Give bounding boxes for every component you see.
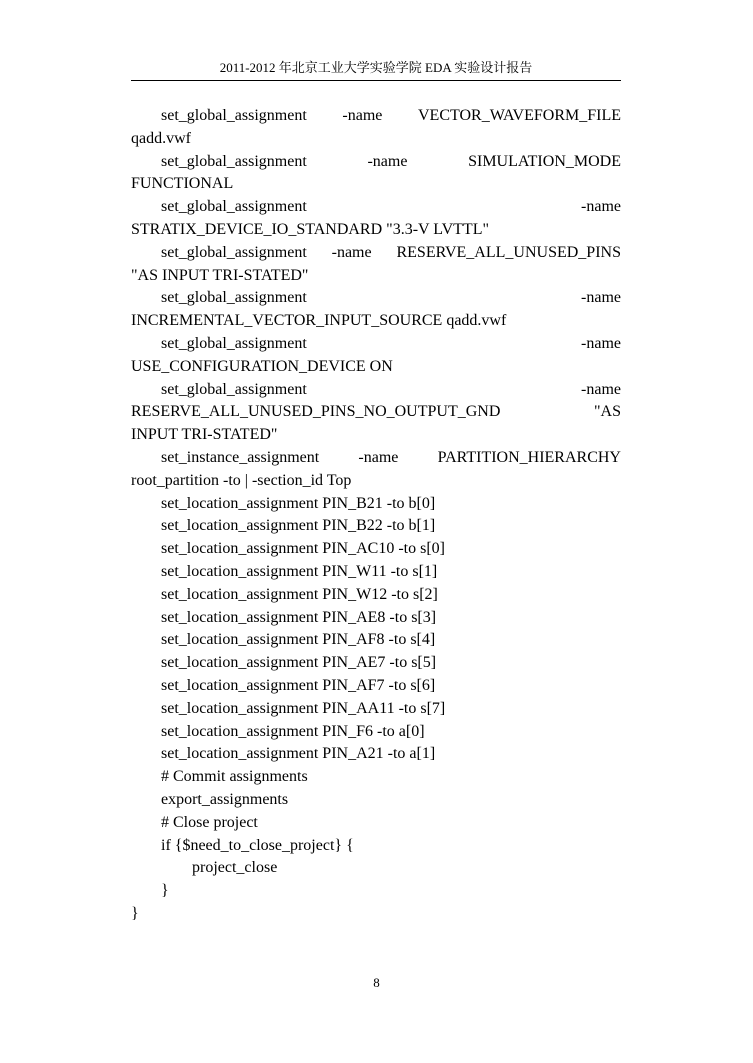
text-line (131, 287, 621, 310)
page-header: 2011-2012 年北京工业大学实验学院 EDA 实验设计报告 (219, 60, 533, 75)
pin-assignment-line: set_location_assignment PIN_W11 -to s[1] (161, 562, 438, 580)
document-body (131, 105, 621, 926)
pin-assignment-line: set_location_assignment PIN_F6 -to a[0] (161, 722, 425, 740)
comment-line: # Close project (161, 813, 258, 831)
pin-assignment-line: set_location_assignment PIN_AA11 -to s[7] (161, 699, 446, 717)
pin-assignment-line: set_location_assignment PIN_AC10 -to s[0] (161, 540, 445, 558)
text-line: FUNCTIONAL (131, 175, 234, 193)
pin-assignment-line: set_location_assignment PIN_A21 -to a[1] (161, 745, 436, 763)
text-line: INPUT TRI-STATED" (131, 426, 278, 444)
closing-brace: } (131, 904, 139, 922)
text-fragment: -name (331, 243, 372, 261)
pin-assignment-line: set_location_assignment PIN_AF8 -to s[4] (161, 631, 436, 649)
closing-brace: } (161, 882, 169, 900)
text-fragment: -name (342, 107, 383, 124)
text-fragment: set_global_assignment (161, 152, 307, 170)
text-line: INCREMENTAL_VECTOR_INPUT_SOURCE qadd.vwf (131, 312, 507, 330)
text-fragment: -name (367, 152, 408, 170)
text-line: "AS INPUT TRI-STATED" (131, 266, 309, 284)
code-line: if {$need_to_close_project} { (161, 836, 354, 854)
text-fragment: -name (581, 198, 621, 216)
text-fragment: set_global_assignment (161, 289, 307, 307)
code-line: export_assignments (161, 790, 289, 808)
pin-assignment-line: set_location_assignment PIN_AE8 -to s[3] (161, 608, 437, 626)
text-fragment: "AS (594, 403, 621, 421)
text-fragment: set_global_assignment (161, 243, 307, 261)
text-line (131, 447, 621, 470)
text-line (131, 401, 621, 424)
text-fragment: RESERVE_ALL_UNUSED_PINS_NO_OUTPUT_GND (131, 403, 501, 421)
text-line (131, 196, 621, 219)
pin-assignment-line: set_location_assignment PIN_B22 -to b[1] (161, 517, 436, 535)
text-line (131, 151, 621, 174)
text-fragment: SIMULATION_MODE (468, 152, 621, 170)
text-fragment: set_global_assignment (161, 380, 307, 398)
text-line: qadd.vwf (131, 129, 191, 147)
text-line: root_partition -to | -section_id Top (131, 471, 352, 489)
text-fragment: RESERVE_ALL_UNUSED_PINS (396, 243, 621, 261)
pin-assignment-line: set_location_assignment PIN_B21 -to b[0] (161, 494, 436, 512)
text-fragment: set_global_assignment (161, 198, 307, 216)
pin-assignment-line: set_location_assignment PIN_W12 -to s[2] (161, 585, 438, 603)
text-fragment: -name (581, 289, 621, 307)
code-line: project_close (192, 859, 278, 877)
text-fragment: -name (358, 448, 399, 466)
text-line (131, 333, 621, 356)
text-fragment: VECTOR_WAVEFORM_FILE (418, 107, 621, 124)
text-fragment: PARTITION_HIERARCHY (437, 448, 621, 466)
text-fragment: -name (581, 334, 621, 352)
text-fragment: set_global_assignment (161, 107, 307, 124)
comment-line: # Commit assignments (161, 768, 308, 786)
header-rule (131, 80, 621, 81)
pin-assignment-line: set_location_assignment PIN_AF7 -to s[6] (161, 676, 436, 694)
text-line: USE_CONFIGURATION_DEVICE ON (131, 357, 393, 375)
text-fragment: set_instance_assignment (161, 448, 320, 466)
text-line: STRATIX_DEVICE_IO_STANDARD "3.3-V LVTTL" (131, 220, 489, 238)
pin-assignment-line: set_location_assignment PIN_AE7 -to s[5] (161, 654, 437, 672)
text-fragment: set_global_assignment (161, 334, 307, 352)
page-number: 8 (373, 975, 380, 990)
text-line (131, 242, 621, 265)
text-line (131, 379, 621, 402)
text-line (131, 105, 621, 128)
text-fragment: -name (581, 380, 621, 398)
